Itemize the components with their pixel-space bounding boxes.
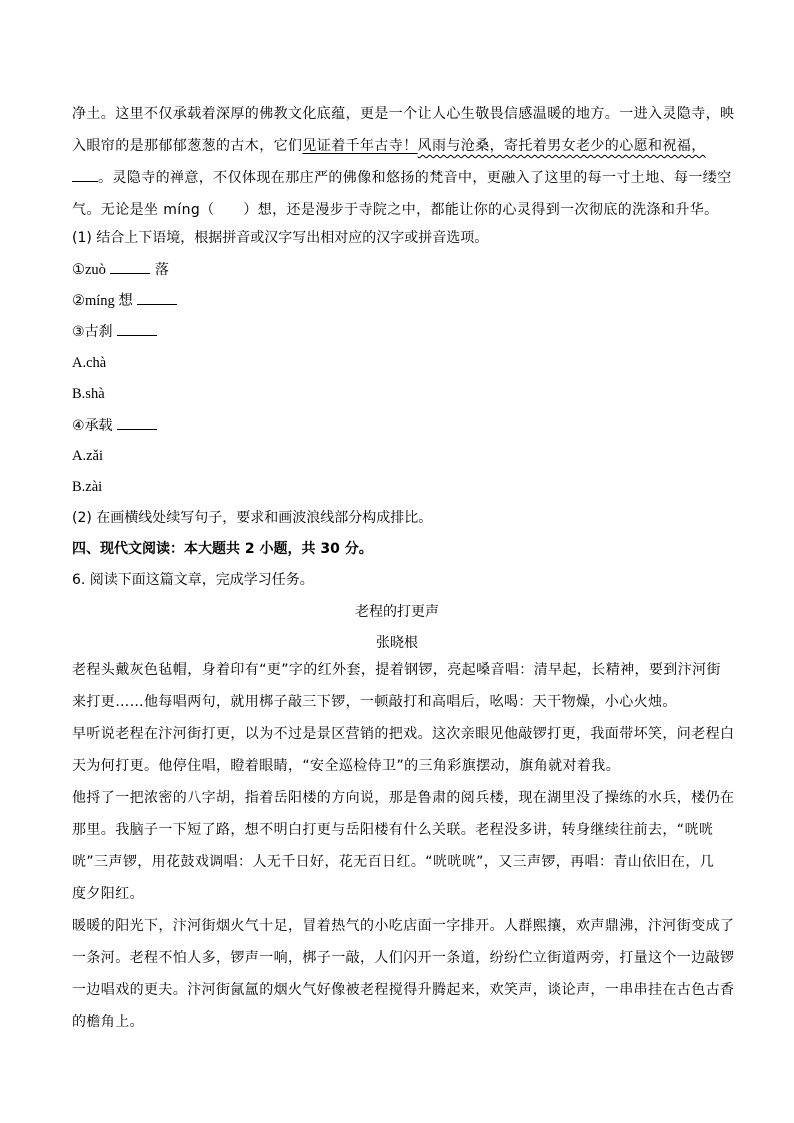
underlined-phrase: 见证着千年古寺！ <box>302 138 418 154</box>
answer-blank[interactable] <box>117 415 157 430</box>
intro-line-3 <box>72 162 732 194</box>
answer-blank[interactable] <box>137 290 177 305</box>
paragraph-line: 他捋了一把浓密的八字胡，指着岳阳楼的方向说，那是鲁肃的阅兵楼，现在湖里没了操练的水兵，楼仍在 <box>72 790 735 806</box>
question-1-item-4 <box>72 415 722 436</box>
intro-line-2-prefix: 入眼帘的是那郁郁葱葱的古木，它们 <box>72 138 303 154</box>
item-suffix: 落 <box>150 262 169 278</box>
answer-blank[interactable] <box>110 259 150 274</box>
section-4-heading: 四、现代文阅读：本大题共 2 小题，共 30 分。 <box>72 541 373 557</box>
question-1-item-3 <box>72 321 722 342</box>
answer-blank[interactable] <box>117 321 157 336</box>
paragraph-line: 暖暖的阳光下，汴河街烟火气十足，冒着热气的小吃店面一字排开。人群熙攘，欢声鼎沸，汴河街变成了 <box>72 918 735 934</box>
article-author: 张晓根 <box>376 635 418 651</box>
intro-line-2 <box>72 130 722 162</box>
question-1-item-2 <box>72 290 722 311</box>
question-1-item-1 <box>72 259 722 280</box>
article-paragraph-3 <box>72 782 735 910</box>
option-b-sha[interactable]: B.shà <box>72 386 105 402</box>
intro-paragraph <box>72 98 735 226</box>
paragraph-line: 早听说老程在汴河街打更，以为不过是景区营销的把戏。这次亲眼见他敲锣打更，我面带坏笑，问老程白 <box>72 726 735 742</box>
option-b-zai4[interactable]: B.zài <box>72 479 103 495</box>
intro-line-3-suffix: 。灵隐寺的禅意，不仅体现在那庄严的佛像和悠扬的梵音中，更融入了这里的每一寸土地、每一缕空 <box>98 170 732 186</box>
paragraph-line: 老程头戴灰色毡帽，身着印有“更”字的红外套，提着钢锣，亮起嗓音唱：清早起，长精神，要到汴河街 <box>72 662 721 678</box>
paragraph-line: 天为何打更。他停住唱，瞪着眼睛，“安全巡检侍卫”的三角彩旗摆动，旗角就对着我。 <box>72 758 621 774</box>
option-a-cha[interactable]: A.chà <box>72 355 107 371</box>
item-label: ②míng 想 <box>72 293 133 309</box>
wavy-underlined-phrase: 风雨与沧桑，寄托着男女老少的心愿和祝福， <box>417 138 706 154</box>
item-label: ③古刹 <box>72 324 113 340</box>
question-2-prompt: (2) 在画横线处续写句子，要求和画波浪线部分构成排比。 <box>72 510 433 526</box>
article-title: 老程的打更声 <box>355 604 439 620</box>
paragraph-line: 来打更……他每唱两句，就用梆子敲三下锣，一顿敲打和高唱后，吆喝：天干物燥，小心火烛。 <box>72 694 677 710</box>
article-paragraph-1 <box>72 654 722 718</box>
paragraph-line: 一边唱戏的更夫。汴河街氤氲的烟火气好像被老程搅得升腾起来，欢笑声，谈论声，一串串挂在古色古香 <box>72 982 735 998</box>
item-label: ④承载 <box>72 418 113 434</box>
option-a-zai3[interactable]: A.zǎi <box>72 448 103 464</box>
item-label: ①zuò <box>72 262 106 278</box>
intro-line-4: 气。无论是坐 míng（ ）想，还是漫步于寺院之中，都能让你的心灵得到一次彻底的洗涤和升华。 <box>72 202 719 218</box>
fill-in-blank-sentence[interactable] <box>72 167 98 182</box>
question-6-prompt: 6. 阅读下面这篇文章，完成学习任务。 <box>72 572 314 588</box>
intro-line-1: 净土。这里不仅承载着深厚的佛教文化底蕴，更是一个让人心生敬畏信感温暖的地方。一进入灵隐寺，映 <box>72 106 735 122</box>
paragraph-line: 的檐角上。 <box>72 1014 144 1030</box>
paragraph-line: 咣”三声锣，用花鼓戏调唱：人无千日好，花无百日红。“咣咣咣”，又三声锣，再唱：青山依旧在，几 <box>72 854 715 870</box>
article-paragraph-2 <box>72 718 735 782</box>
question-1-prompt: (1) 结合上下语境，根据拼音或汉字写出相对应的汉字或拼音选项。 <box>72 230 489 246</box>
paragraph-line: 度夕阳红。 <box>72 886 144 902</box>
paragraph-line: 一条河。老程不怕人多，锣声一响，梆子一敲，人们闪开一条道，纷纷伫立街道两旁，打量这个一边敲锣 <box>72 950 735 966</box>
paragraph-line: 那里。我脑子一下短了路，想不明白打更与岳阳楼有什么关联。老程没多讲，转身继续往前去，“咣咣 <box>72 822 714 838</box>
article-paragraph-4 <box>72 910 735 1038</box>
